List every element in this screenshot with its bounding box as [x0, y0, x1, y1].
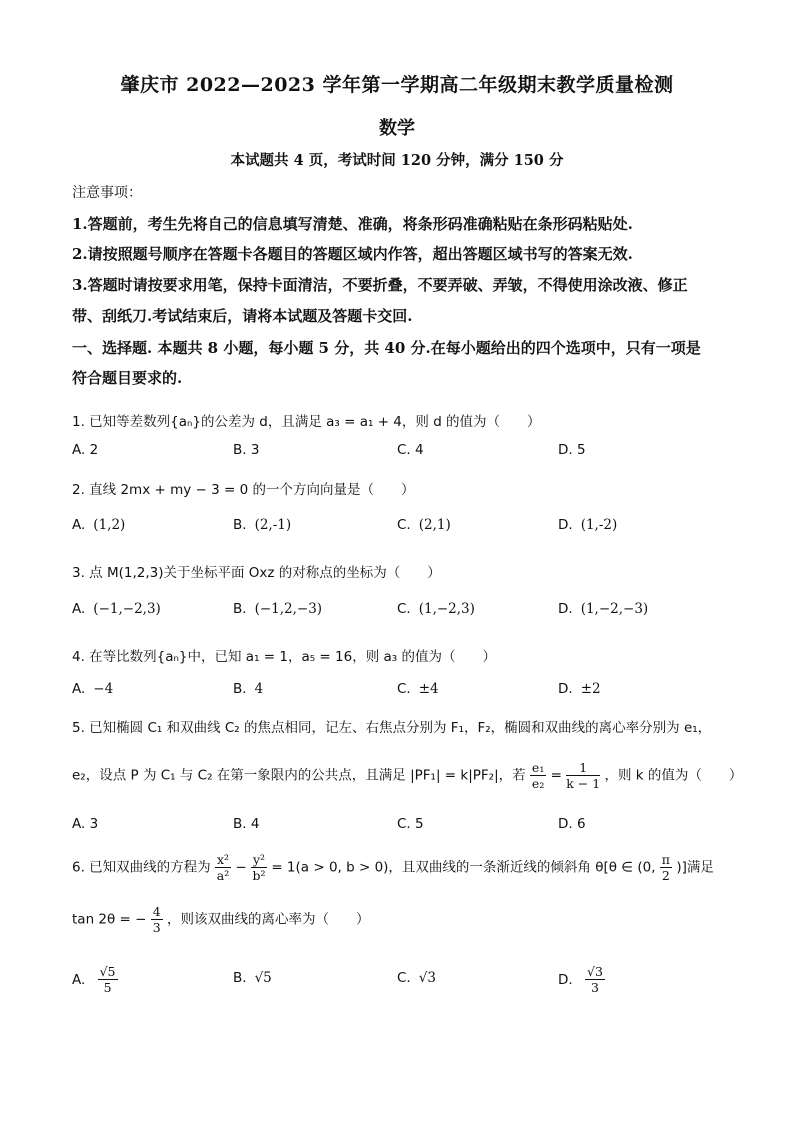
- question-6-line-2: [72, 904, 370, 935]
- fraction-numerator: √5: [99, 964, 116, 979]
- question-1: 1. 已知等差数列{aₙ}的公差为 d，且满足 a₃ = a₁ + 4，则 d 的值为（ ）: [72, 414, 541, 430]
- section-heading-line1: 一、选择题. 本题共 8 小题，每小题 5 分，共 40 分.在每小题给出的四个选项中，只有一项是: [72, 339, 701, 357]
- fraction-denominator: 5: [103, 980, 112, 995]
- subject-heading: 数学: [379, 118, 415, 139]
- fraction-numerator: y²: [252, 852, 266, 867]
- fraction-1-over-k-minus-1: [566, 760, 600, 791]
- question-6-text-b: = 1(a > 0, b > 0)，且双曲线的一条渐近线的倾斜角 θ[θ ∈ (0,: [271, 859, 656, 876]
- fraction-denominator: 3: [590, 980, 599, 995]
- fraction-sqrt3-3: [585, 964, 605, 995]
- question-6-text-d: tan 2θ = −: [72, 911, 147, 928]
- option-d-value: (1,−2,−3): [580, 601, 649, 617]
- option-a: A. 3: [72, 816, 99, 832]
- question-6-text-e: ，则该双曲线的离心率为（ ）: [167, 911, 370, 928]
- option-a-label: A.: [72, 971, 86, 988]
- option-c-value: ±4: [418, 681, 439, 697]
- fraction-sqrt5-5: [98, 964, 118, 995]
- option-a-label: A.: [72, 601, 86, 617]
- option-b-label: B.: [233, 681, 247, 697]
- fraction-numerator: 4: [152, 904, 161, 919]
- fraction-4-3: [151, 904, 163, 935]
- option-b-value: 4: [254, 681, 264, 697]
- option-c: C. 5: [397, 816, 424, 832]
- option-c-value: (1,−2,3): [418, 601, 475, 617]
- option-d-label: D.: [558, 601, 573, 617]
- question-6-text-a: 6. 已知双曲线的方程为: [72, 859, 211, 876]
- option-a-label: A.: [72, 681, 86, 697]
- option-a-value: (−1,−2,3): [93, 601, 161, 617]
- option-b-label: B.: [233, 970, 247, 986]
- fraction-denominator: 2: [661, 868, 670, 883]
- option-d-label: D.: [558, 517, 573, 533]
- fraction-numerator: e₁: [531, 760, 545, 775]
- option-a-value: (1,2): [93, 517, 126, 533]
- fraction-e1-e2: [530, 760, 546, 791]
- fraction-pi-2: [660, 852, 672, 883]
- option-b: B. 3: [233, 442, 260, 458]
- option-d-label: D.: [558, 971, 573, 988]
- note-item-3b: 带、刮纸刀.考试结束后，请将本试题及答题卡交回.: [72, 307, 413, 325]
- fraction-denominator: e₂: [531, 776, 545, 791]
- option-d: D. 6: [558, 816, 586, 832]
- option-d-value: ±2: [580, 681, 601, 697]
- question-5-line-2: [72, 760, 742, 791]
- option-b-value: √5: [254, 970, 272, 986]
- option-a: A. 2: [72, 442, 99, 458]
- option-b-label: B.: [233, 517, 247, 533]
- question-4: 4. 在等比数列{aₙ}中，已知 a₁ = 1，a₅ = 16，则 a₃ 的值为（ ）: [72, 649, 496, 665]
- question-3-options: [72, 601, 752, 629]
- question-5-options: [72, 816, 752, 844]
- equals-sign: =: [550, 767, 562, 784]
- question-4-options: [72, 681, 752, 709]
- question-6-text-c: )]满足: [676, 859, 714, 876]
- option-c: C. 4: [397, 442, 424, 458]
- option-a-value: −4: [93, 681, 114, 697]
- question-6-line-1: [72, 852, 752, 883]
- minus-sign: −: [235, 859, 247, 876]
- fraction-numerator: x²: [216, 852, 230, 867]
- question-5-text-b: ，则 k 的值为（ ）: [604, 767, 743, 784]
- option-a: [72, 964, 118, 995]
- option-d: [558, 964, 605, 995]
- option-b-value: (2,-1): [254, 517, 292, 533]
- option-d-label: D.: [558, 681, 573, 697]
- fraction-denominator: k − 1: [566, 776, 601, 791]
- fraction-numerator: π: [661, 852, 671, 867]
- option-b: [233, 970, 272, 986]
- note-item-2: 2.请按照题号顺序在答题卡各题目的答题区域内作答，超出答题区域书写的答案无效.: [72, 245, 633, 263]
- note-item-3a: 3.答题时请按要求用笔，保持卡面清洁，不要折叠，不要弄破、弄皱，不得使用涂改液、修正: [72, 276, 688, 294]
- option-a-label: A.: [72, 517, 86, 533]
- fraction-denominator: 3: [152, 920, 161, 935]
- option-c: [397, 970, 436, 986]
- option-c-value: (2,1): [418, 517, 451, 533]
- option-b-label: B.: [233, 601, 247, 617]
- question-3: 3. 点 M(1,2,3)关于坐标平面 Oxz 的对称点的坐标为（ ）: [72, 565, 441, 581]
- fraction-denominator: a²: [216, 868, 230, 883]
- option-d: D. 5: [558, 442, 586, 458]
- exam-info: 本试题共 4 页，考试时间 120 分钟，满分 150 分: [230, 152, 564, 169]
- question-2: 2. 直线 2mx + my − 3 = 0 的一个方向向量是（ ）: [72, 482, 415, 498]
- page-title: 肇庆市 2022—2023 学年第一学期高二年级期末教学质量检测: [120, 74, 674, 96]
- option-c-value: √3: [418, 970, 436, 986]
- fraction-numerator: √3: [586, 964, 603, 979]
- option-c-label: C.: [397, 970, 411, 986]
- question-6-options: [72, 958, 752, 1000]
- notes-heading: 注意事项：: [72, 185, 142, 201]
- option-c-label: C.: [397, 681, 411, 697]
- fraction-numerator: 1: [566, 760, 600, 776]
- option-c-label: C.: [397, 517, 411, 533]
- fraction-x2-a2: [215, 852, 231, 883]
- note-item-1: 1.答题前，考生先将自己的信息填写清楚、准确，将条形码准确粘贴在条形码粘贴处.: [72, 215, 633, 233]
- question-2-options: [72, 517, 752, 545]
- option-c-label: C.: [397, 601, 411, 617]
- option-b-value: (−1,2,−3): [254, 601, 323, 617]
- option-d-value: (1,-2): [580, 517, 618, 533]
- question-1-options: [72, 442, 752, 470]
- fraction-denominator: b²: [252, 868, 266, 883]
- option-b: B. 4: [233, 816, 260, 832]
- section-heading-line2: 符合题目要求的.: [72, 369, 183, 387]
- question-5-line-1: 5. 已知椭圆 C₁ 和双曲线 C₂ 的焦点相同，记左、右焦点分别为 F₁，F₂，椭圆和双曲线的离心率分别为 e₁，: [72, 720, 712, 736]
- fraction-y2-b2: [251, 852, 267, 883]
- question-5-text-a: e₂，设点 P 为 C₁ 与 C₂ 在第一象限内的公共点，且满足 |PF₁| = k|PF₂|，若: [72, 767, 526, 784]
